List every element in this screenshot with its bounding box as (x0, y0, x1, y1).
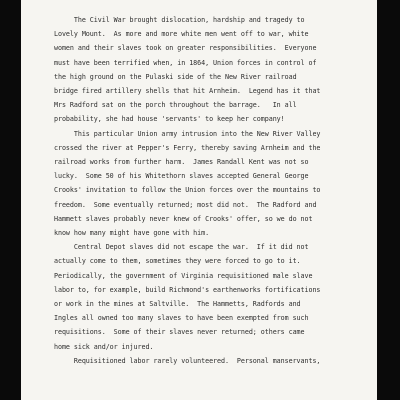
text-line: This particular Union army intrusion into the New River Valley (54, 129, 321, 138)
text-line: or work in the mines at Saltville. The Hammetts, Radfords and (54, 300, 301, 309)
paragraph (54, 13, 367, 127)
document-page (21, 0, 377, 400)
text-line: Periodically, the government of Virginia requisitioned male slave (54, 271, 313, 280)
text-line: railroad works from further harm. James Randall Kent was not so (54, 158, 309, 167)
text-line: Hammett slaves probably never knew of Crooks' offer, so we do not (54, 214, 313, 223)
text-line: Ingles all owned too many slaves to have been exempted from such (54, 314, 309, 323)
text-line: labor to, for example, build Richmond's earthenworks fortifications (54, 285, 321, 294)
text-line: probability, she had house 'servants' to keep her company! (54, 115, 285, 124)
text-line: women and their slaves took on greater responsibilities. Everyone (54, 44, 317, 53)
text-line: Central Depot slaves did not escape the war. If it did not (54, 243, 309, 252)
text-line: The Civil War brought dislocation, hardship and tragedy to (54, 16, 305, 24)
paragraph (54, 127, 367, 241)
text-line: must have been terrified when, in 1864, Union forces in control of (54, 58, 317, 67)
paragraph (54, 240, 367, 354)
text-line: crossed the river at Pepper's Ferry, thereby saving Arnheim and the (54, 143, 321, 152)
text-line: freedom. Some eventually returned; most did not. The Radford and (54, 200, 317, 209)
text-line: requisitions. Some of their slaves never returned; others came (54, 328, 305, 337)
text-line: lucky. Some 50 of his Whitethorn slaves accepted General George (54, 172, 309, 181)
text-line: Mrs Radford sat on the porch throughout the barrage. In all (54, 101, 297, 110)
paragraph (54, 354, 367, 368)
text-line: know how many might have gone with him. (54, 229, 210, 238)
text-line: actually come to them, sometimes they were forced to go to it. (54, 257, 301, 266)
text-line: Lovely Mount. As more and more white men went off to war, white (54, 30, 309, 39)
text-line: bridge fired artillery shells that hit Arnheim. Legend has it that (54, 87, 321, 96)
text-line: the high ground on the Pulaski side of the New River railroad (54, 72, 297, 81)
text-line: Requisitioned labor rarely volunteered. Personal manservants, (54, 356, 321, 365)
text-line: home sick and/or injured. (54, 342, 154, 351)
text-line: Crooks' invitation to follow the Union forces over the mountains to (54, 186, 321, 195)
